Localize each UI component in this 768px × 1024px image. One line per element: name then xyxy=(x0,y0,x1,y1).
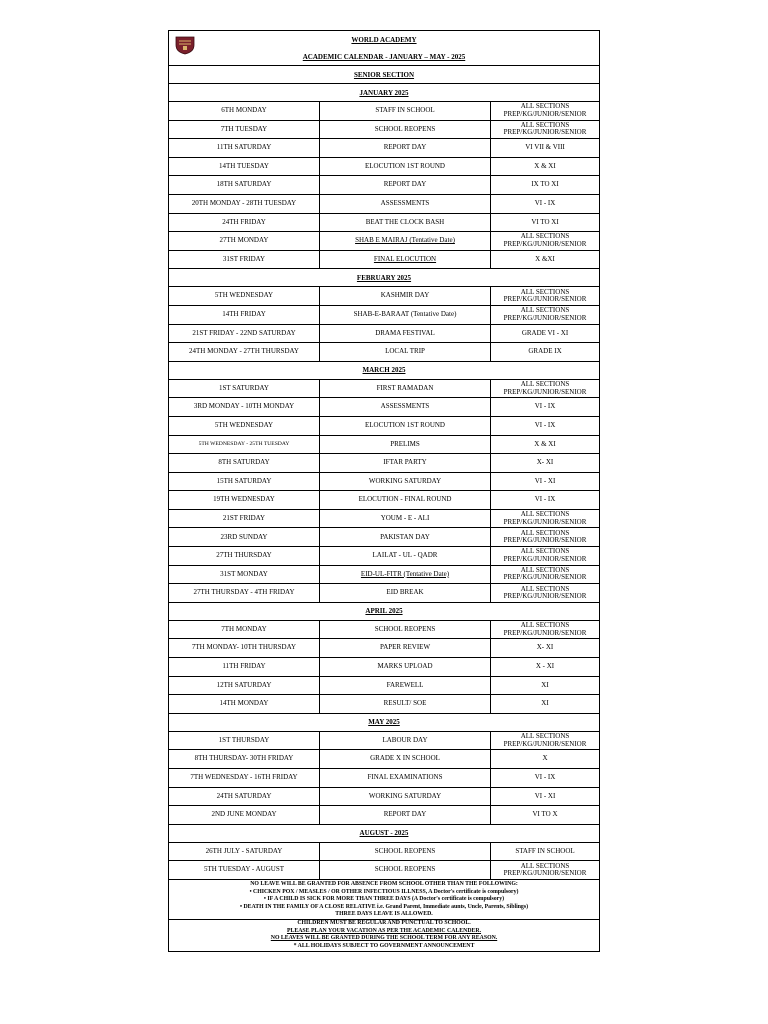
classes-cell: VI TO XI xyxy=(531,217,559,226)
calendar-row xyxy=(169,788,599,807)
event-cell xyxy=(320,306,491,324)
reminders xyxy=(169,919,599,950)
calendar-row xyxy=(169,750,599,769)
classes-cell: X & XI xyxy=(534,161,556,170)
event-text: RESULT/ SOE xyxy=(383,699,427,708)
calendar-row xyxy=(169,584,599,603)
calendar-row xyxy=(169,325,599,344)
event-cell xyxy=(320,658,491,676)
classes-cell: X & XI xyxy=(534,439,556,448)
event-text: PRELIMS xyxy=(390,439,420,448)
notes xyxy=(169,880,599,951)
classes-cell: X- XI xyxy=(536,458,554,467)
calendar-row xyxy=(169,251,599,270)
calendar-title: ACADEMIC CALENDAR - JANUARY – MAY - 2025 xyxy=(169,48,599,66)
classes-cell: ALL SECTIONS PREP/KG/JUNIOR/SENIOR xyxy=(503,547,587,563)
classes-cell: ALL SECTIONS PREP/KG/JUNIOR/SENIOR xyxy=(503,287,587,304)
leave-policy-line: • IF A CHILD IS SICK FOR MORE THAN THREE DAYS (A Doctor's certificate is compulsory) xyxy=(263,896,505,903)
date-cell: 7TH MONDAY xyxy=(169,621,320,639)
reminder-line: CHILDREN MUST BE REGULAR AND PUNCTUAL TO SCHOOL. xyxy=(297,919,471,926)
date-cell: 5TH WEDNESDAY xyxy=(169,417,320,435)
classes-cell: GRADE VI - XI xyxy=(521,328,569,337)
event-cell xyxy=(320,806,491,824)
event-text: LOCAL TRIP xyxy=(385,347,425,356)
event-cell xyxy=(320,343,491,361)
leave-policy-line: THREE DAYS LEAVE IS ALLOWED. xyxy=(335,911,433,918)
event-cell xyxy=(320,639,491,657)
event-text: ELOCUTION 1ST ROUND xyxy=(365,420,445,429)
event-text: EID-UL-FITR (Tentative Date) xyxy=(360,569,450,578)
date-cell: 14TH TUESDAY xyxy=(169,158,320,176)
month-header: JANUARY 2025 xyxy=(169,84,599,102)
date-cell: 26TH JULY - SATURDAY xyxy=(169,843,320,861)
classes-cell: X - XI xyxy=(535,662,555,671)
classes-cell: VI - XI xyxy=(534,791,556,800)
event-cell xyxy=(320,158,491,176)
date-cell: 27TH THURSDAY xyxy=(169,547,320,565)
date-cell: 5TH WEDNESDAY - 25TH TUESDAY xyxy=(169,436,320,454)
date-cell: 31ST MONDAY xyxy=(169,566,320,584)
event-text: REPORT DAY xyxy=(383,180,427,189)
date-cell: 14TH MONDAY xyxy=(169,695,320,713)
event-text: FIRST RAMADAN xyxy=(376,383,434,392)
reminder-line: NO LEAVES WILL BE GRANTED DURING THE SCHOOL TERM FOR ANY REASON. xyxy=(270,935,498,942)
date-cell: 8TH THURSDAY- 30TH FRIDAY xyxy=(169,750,320,768)
date-cell: 27TH MONDAY xyxy=(169,232,320,250)
event-cell xyxy=(320,547,491,565)
event-text: WORKING SATURDAY xyxy=(368,791,442,800)
event-text: ELOCUTION - FINAL ROUND xyxy=(358,495,452,504)
calendar-row xyxy=(169,102,599,121)
event-text: FAREWELL xyxy=(386,680,424,689)
event-cell xyxy=(320,214,491,232)
date-cell: 19TH WEDNESDAY xyxy=(169,491,320,509)
event-text: STAFF IN SCHOOL xyxy=(375,106,435,115)
calendar-row xyxy=(169,861,599,880)
classes-cell: ALL SECTIONS PREP/KG/JUNIOR/SENIOR xyxy=(503,306,587,322)
date-cell: 12TH SATURDAY xyxy=(169,677,320,695)
event-cell xyxy=(320,769,491,787)
calendar-row xyxy=(169,121,599,140)
event-cell xyxy=(320,510,491,528)
event-cell xyxy=(320,251,491,269)
calendar-row xyxy=(169,398,599,417)
event-cell xyxy=(320,454,491,472)
event-text: SHAB E MAIRAJ (Tentative Date) xyxy=(355,236,455,245)
date-cell: 20TH MONDAY - 28TH TUESDAY xyxy=(169,195,320,213)
classes-cell: IX TO XI xyxy=(531,180,559,189)
classes-cell: ALL SECTIONS PREP/KG/JUNIOR/SENIOR xyxy=(503,861,587,878)
event-text: MARKS UPLOAD xyxy=(377,662,433,671)
event-cell xyxy=(320,861,491,879)
classes-cell: VI TO X xyxy=(532,810,558,819)
date-cell: 23RD SUNDAY xyxy=(169,528,320,546)
classes-cell: VI - IX xyxy=(534,199,556,208)
classes-cell: X &XI xyxy=(535,254,555,263)
month-header: AUGUST - 2025 xyxy=(169,825,599,843)
calendar-row xyxy=(169,195,599,214)
event-text: SCHOOL REOPENS xyxy=(374,624,436,633)
event-text: WORKING SATURDAY xyxy=(368,476,442,485)
event-text: ELOCUTION 1ST ROUND xyxy=(365,161,445,170)
classes-cell: XI xyxy=(541,699,549,708)
date-cell: 24TH MONDAY - 27TH THURSDAY xyxy=(169,343,320,361)
reminder-line: PLEASE PLAN YOUR VACATION AS PER THE ACADEMIC CALENDER. xyxy=(286,927,482,934)
event-text: ASSESSMENTS xyxy=(380,402,430,411)
date-cell: 18TH SATURDAY xyxy=(169,176,320,194)
event-cell xyxy=(320,584,491,602)
date-cell: 27TH THURSDAY - 4TH FRIDAY xyxy=(169,584,320,602)
calendar-row xyxy=(169,621,599,640)
event-cell xyxy=(320,287,491,305)
event-cell xyxy=(320,788,491,806)
event-text: SHAB-E-BARAAT (Tentative Date) xyxy=(353,309,457,318)
classes-cell: ALL SECTIONS PREP/KG/JUNIOR/SENIOR xyxy=(503,621,587,637)
calendar-row xyxy=(169,528,599,547)
date-cell: 8TH SATURDAY xyxy=(169,454,320,472)
event-text: IFTAR PARTY xyxy=(383,458,427,467)
event-text: SCHOOL REOPENS xyxy=(374,124,436,133)
date-cell: 21ST FRIDAY - 22ND SATURDAY xyxy=(169,325,320,343)
event-text: REPORT DAY xyxy=(383,810,427,819)
month-header: FEBRUARY 2025 xyxy=(169,269,599,287)
date-cell: 21ST FRIDAY xyxy=(169,510,320,528)
event-text: SCHOOL REOPENS xyxy=(374,865,436,874)
calendar-row xyxy=(169,417,599,436)
event-cell xyxy=(320,750,491,768)
classes-cell: ALL SECTIONS PREP/KG/JUNIOR/SENIOR xyxy=(503,584,587,601)
section-title: SENIOR SECTION xyxy=(169,66,599,84)
calendar-row xyxy=(169,769,599,788)
event-cell xyxy=(320,398,491,416)
classes-cell: VI - XI xyxy=(534,476,556,485)
event-cell xyxy=(320,139,491,157)
classes-cell: ALL SECTIONS PREP/KG/JUNIOR/SENIOR xyxy=(503,510,587,526)
date-cell: 11TH SATURDAY xyxy=(169,139,320,157)
event-text: FINAL EXAMINATIONS xyxy=(367,773,443,782)
calendar-row xyxy=(169,658,599,677)
calendar-body xyxy=(169,84,599,880)
date-cell: 31ST FRIDAY xyxy=(169,251,320,269)
event-cell xyxy=(320,380,491,398)
event-cell xyxy=(320,566,491,584)
calendar-row xyxy=(169,510,599,529)
event-cell xyxy=(320,102,491,120)
calendar-row xyxy=(169,176,599,195)
classes-cell: GRADE IX xyxy=(528,347,562,356)
academic-calendar-document xyxy=(168,30,600,952)
event-cell xyxy=(320,732,491,750)
month-header: APRIL 2025 xyxy=(169,603,599,621)
classes-cell: ALL SECTIONS PREP/KG/JUNIOR/SENIOR xyxy=(503,732,587,748)
calendar-row xyxy=(169,566,599,585)
event-cell xyxy=(320,232,491,250)
classes-cell: ALL SECTIONS PREP/KG/JUNIOR/SENIOR xyxy=(503,102,587,118)
date-cell: 2ND JUNE MONDAY xyxy=(169,806,320,824)
date-cell: 24TH SATURDAY xyxy=(169,788,320,806)
event-text: LAILAT - UL - QADR xyxy=(372,551,438,560)
date-cell: 11TH FRIDAY xyxy=(169,658,320,676)
event-text: DRAMA FESTIVAL xyxy=(375,328,435,337)
event-cell xyxy=(320,436,491,454)
event-text: GRADE X IN SCHOOL xyxy=(370,754,440,763)
event-text: SCHOOL REOPENS xyxy=(374,846,436,855)
event-text: LABOUR DAY xyxy=(382,735,428,744)
calendar-row xyxy=(169,695,599,714)
event-text: ASSESSMENTS xyxy=(380,199,430,208)
date-cell: 14TH FRIDAY xyxy=(169,306,320,324)
classes-cell: ALL SECTIONS PREP/KG/JUNIOR/SENIOR xyxy=(503,565,587,582)
event-cell xyxy=(320,843,491,861)
calendar-row xyxy=(169,454,599,473)
event-text: KASHMIR DAY xyxy=(380,291,430,300)
calendar-row xyxy=(169,843,599,862)
classes-cell: ALL SECTIONS PREP/KG/JUNIOR/SENIOR xyxy=(503,120,587,137)
classes-cell: VI - IX xyxy=(534,402,556,411)
leave-policy-line: • CHICKEN POX / MEASLES / OR OTHER INFECTIOUS ILLNESS, A Doctor's certificate is compulsory) xyxy=(249,888,519,895)
calendar-row xyxy=(169,139,599,158)
classes-cell: STAFF IN SCHOOL xyxy=(515,846,575,855)
event-cell xyxy=(320,417,491,435)
date-cell: 1ST THURSDAY xyxy=(169,732,320,750)
month-header: MARCH 2025 xyxy=(169,362,599,380)
date-cell: 3RD MONDAY - 10TH MONDAY xyxy=(169,398,320,416)
calendar-row xyxy=(169,436,599,455)
date-cell: 15TH SATURDAY xyxy=(169,473,320,491)
leave-policy-line: NO LEAVE WILL BE GRANTED FOR ABSENCE FROM SCHOOL OTHER THAN THE FOLLOWING: xyxy=(250,880,518,887)
school-crest-icon xyxy=(174,35,196,55)
classes-cell: ALL SECTIONS PREP/KG/JUNIOR/SENIOR xyxy=(503,232,587,248)
calendar-row xyxy=(169,232,599,251)
month-header: MAY 2025 xyxy=(169,714,599,732)
event-cell xyxy=(320,621,491,639)
event-text: YOUM - E - ALI xyxy=(380,513,430,522)
classes-cell: VI - IX xyxy=(534,420,556,429)
calendar-row xyxy=(169,639,599,658)
calendar-row xyxy=(169,214,599,233)
classes-cell: ALL SECTIONS PREP/KG/JUNIOR/SENIOR xyxy=(503,528,587,545)
date-cell: 7TH TUESDAY xyxy=(169,121,320,139)
classes-cell: ALL SECTIONS PREP/KG/JUNIOR/SENIOR xyxy=(503,380,587,396)
calendar-row xyxy=(169,806,599,825)
calendar-row xyxy=(169,287,599,306)
event-text: FINAL ELOCUTION xyxy=(373,254,437,263)
classes-cell: VI VII & VIII xyxy=(525,143,565,152)
event-text: PAPER REVIEW xyxy=(379,643,431,652)
calendar-row xyxy=(169,306,599,325)
event-cell xyxy=(320,195,491,213)
school-name: WORLD ACADEMY xyxy=(351,35,417,44)
event-cell xyxy=(320,325,491,343)
date-cell: 7TH WEDNESDAY - 16TH FRIDAY xyxy=(169,769,320,787)
leave-policy-line: • DEATH IN THE FAMILY OF A CLOSE RELATIVE i.e. Grand Parent, Immediate aunts, Uncle, Parents, Siblings) xyxy=(239,903,529,910)
classes-cell: XI xyxy=(541,680,549,689)
calendar-row xyxy=(169,343,599,362)
calendar-row xyxy=(169,491,599,510)
date-cell: 5TH WEDNESDAY xyxy=(169,287,320,305)
classes-cell: X xyxy=(542,754,548,763)
classes-cell: X- XI xyxy=(536,643,554,652)
reminder-line: * ALL HOLIDAYS SUBJECT TO GOVERNMENT ANNOUNCEMENT xyxy=(293,942,475,949)
date-cell: 6TH MONDAY xyxy=(169,102,320,120)
calendar-row xyxy=(169,473,599,492)
classes-cell: VI - IX xyxy=(534,773,556,782)
event-cell xyxy=(320,473,491,491)
event-cell xyxy=(320,695,491,713)
classes-cell: VI - IX xyxy=(534,495,556,504)
event-text: BEAT THE CLOCK BASH xyxy=(365,217,445,226)
leave-policy xyxy=(169,881,599,919)
calendar-row xyxy=(169,158,599,177)
calendar-row xyxy=(169,547,599,566)
calendar-row xyxy=(169,380,599,399)
event-cell xyxy=(320,677,491,695)
calendar-row xyxy=(169,732,599,751)
date-cell: 5TH TUESDAY - AUGUST xyxy=(169,861,320,879)
date-cell: 24TH FRIDAY xyxy=(169,214,320,232)
date-cell: 1ST SATURDAY xyxy=(169,380,320,398)
calendar-row xyxy=(169,677,599,696)
event-cell xyxy=(320,176,491,194)
event-cell xyxy=(320,528,491,546)
event-cell xyxy=(320,121,491,139)
event-cell xyxy=(320,491,491,509)
event-text: EID BREAK xyxy=(386,588,424,597)
date-cell: 7TH MONDAY- 10TH THURSDAY xyxy=(169,639,320,657)
event-text: REPORT DAY xyxy=(383,143,427,152)
event-text: PAKISTAN DAY xyxy=(380,532,430,541)
